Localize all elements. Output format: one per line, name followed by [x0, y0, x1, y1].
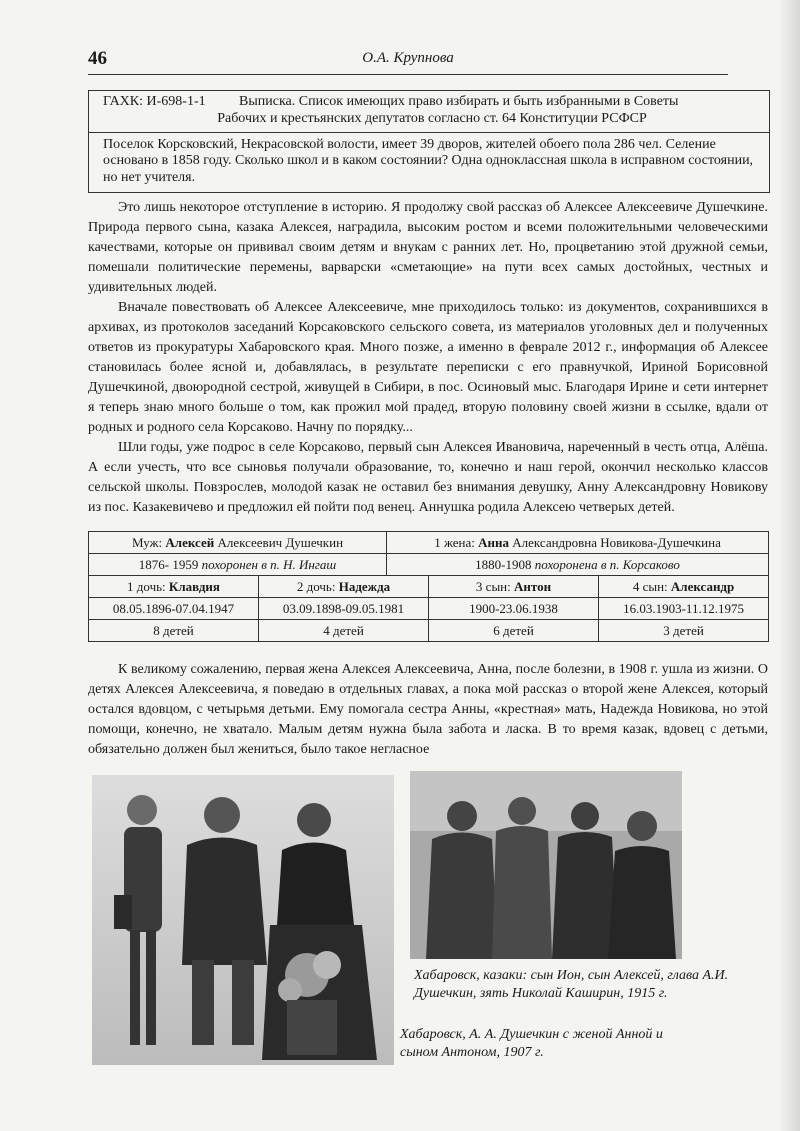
left-photo-caption: Хабаровск, А. А. Душечкин с женой Анной и сыном Антоном, 1907 г. — [400, 1027, 663, 1060]
child-3-name: Антон — [514, 578, 552, 594]
wife-burial: похоронена в п. Корсаково — [534, 556, 680, 572]
husband-first-name: Алексей — [165, 534, 215, 550]
child-2-cell — [259, 576, 429, 598]
child-2-name: Надежда — [338, 578, 391, 594]
child-1-dates: 08.05.1896-07.04.1947 — [89, 598, 259, 620]
archive-header — [89, 91, 769, 133]
husband-rest-name: Алексеевич Душечкин — [217, 534, 344, 550]
husband-dates-cell — [89, 554, 387, 576]
child-4-ordinal: 4 сын: — [632, 578, 668, 594]
archive-excerpt-box — [88, 90, 770, 193]
archive-subtitle: Рабочих и крестьянских депутатов согласно ст. 64 Конституции РСФСР — [217, 110, 647, 126]
page-header — [88, 48, 728, 75]
body-text-bottom — [88, 660, 768, 760]
child-4-kids: 3 детей — [599, 620, 769, 642]
family-portrait-photo — [92, 775, 394, 1065]
child-3-ordinal: 3 сын: — [475, 578, 511, 594]
right-photo-caption: Хабаровск, казаки: сын Ион, сын Алексей, глава А.И. Душечкин, зять Николай Каширин, 1915 г. — [414, 968, 729, 1001]
archive-body: Поселок Корсковский, Некрасовской волости, имеет 39 дворов, жителей обоего пола 286 чел. Селение основано в 1858 году. Сколько школ и в каком состоянии? Одна одноклассная школа в исправном состоянии, но нет учителя. — [103, 136, 754, 186]
family-table — [88, 531, 769, 642]
page-edge-shadow — [778, 0, 800, 1131]
page-number: 46 — [88, 48, 107, 69]
paragraph-4: К великому сожалению, первая жена Алексея Алексеевича, Анна, после болезни, в 1908 г. ушла из жизни. О детях Алексея Алексеевича, я поведаю в отдельных главах, а пока мой рассказ о второй жене Алексея, который остался вдовцом, с четырьмя детьми. Ему помогала сестра Анны, «крестная» мать, Надежда Новикова, но этой помощи, конечно, не хватало. Малым детям нужна была забота и ласка. В то время казак, вдовец с детьми, обязательно должен был жениться, было такое негласное — [88, 662, 768, 757]
archive-reference: ГАХК: И-698-1-1 — [103, 94, 206, 109]
child-3-cell — [429, 576, 599, 598]
child-4-dates: 16.03.1903-11.12.1975 — [599, 598, 769, 620]
child-1-ordinal: 1 дочь: — [127, 578, 166, 594]
husband-dates: 1876- 1959 — [138, 556, 199, 572]
cossacks-group-photo — [410, 771, 682, 959]
wife-rest-name: Александровна Новикова-Душечкина — [512, 534, 721, 550]
child-2-dates: 03.09.1898-09.05.1981 — [259, 598, 429, 620]
child-4-name: Александр — [670, 578, 735, 594]
child-1-name: Клавдия — [168, 578, 220, 594]
husband-cell — [89, 532, 387, 554]
child-1-cell — [89, 576, 259, 598]
archive-title: Выписка. Список имеющих право избирать и быть избранными в Советы — [239, 94, 679, 109]
paragraph-2: Вначале повествовать об Алексее Алексеевиче, мне приходилось только: из документов, сохранившихся в архивах, из протоколов заседаний Корсаковского сельского совета, из материалов уголовных дел и полученных ответов из прокуратуры Хабаровского края. Много позже, а именно в феврале 2012 г., информация об Алексее становилась более ясной и, добавлялась, в результате переписки с его правнучкой, Ириной Борисовной Душечкиной, двоюродной сестрой, живущей в Сибири, в пос. Осиновый мыс. Благодаря Ирине и сети интернет я теперь знаю много больше о том, как прожил мой прадед, вторую половину своей жизни в ссылке, вдали от родных и родного села Корсаково. Начну по порядку... — [88, 300, 768, 435]
paragraph-1: Это лишь некоторое отступление в историю. Я продолжу свой рассказ об Алексее Алексеевиче Душечкине. Природа первого сына, казака Алексея, наградила, высоким ростом и всеми положительными человеческими качествами, которые он прививал своим детям и внукам с ранних лет. Но, процветанию этой дружной семьи, помешали политические перемены, варварски «сметающие» на пути всех самых достойных, честных и удивительных людей. — [88, 200, 768, 295]
husband-label: Муж: — [131, 534, 163, 550]
running-head: О.А. Крупнова — [362, 50, 454, 66]
paragraph-3: Шли годы, уже подрос в селе Корсаково, первый сын Алексея Ивановича, нареченный в честь отца, Алёша. А если учесть, что все сыновья получали образование, то, конечно и наш герой, окончил несколько классов сельской школы. Повзрослев, молодой казак не оставил без внимания девушку, Анну Александровну Новикову из пос. Казакевичево и предложил ей пойти под венец. Аннушка родила Алексею четверых детей. — [88, 440, 768, 515]
child-2-kids: 4 детей — [259, 620, 429, 642]
child-3-dates: 1900-23.06.1938 — [429, 598, 599, 620]
child-4-cell — [599, 576, 769, 598]
child-3-kids: 6 детей — [429, 620, 599, 642]
child-2-ordinal: 2 дочь: — [296, 578, 336, 594]
wife-label: 1 жена: — [434, 534, 475, 550]
wife-first-name: Анна — [478, 534, 509, 550]
child-1-kids: 8 детей — [89, 620, 259, 642]
body-text-top — [88, 198, 768, 518]
wife-cell — [387, 532, 769, 554]
wife-dates-cell — [387, 554, 769, 576]
wife-dates: 1880-1908 — [475, 556, 532, 572]
husband-burial: похоронен в п. Н. Ингаш — [201, 556, 337, 572]
